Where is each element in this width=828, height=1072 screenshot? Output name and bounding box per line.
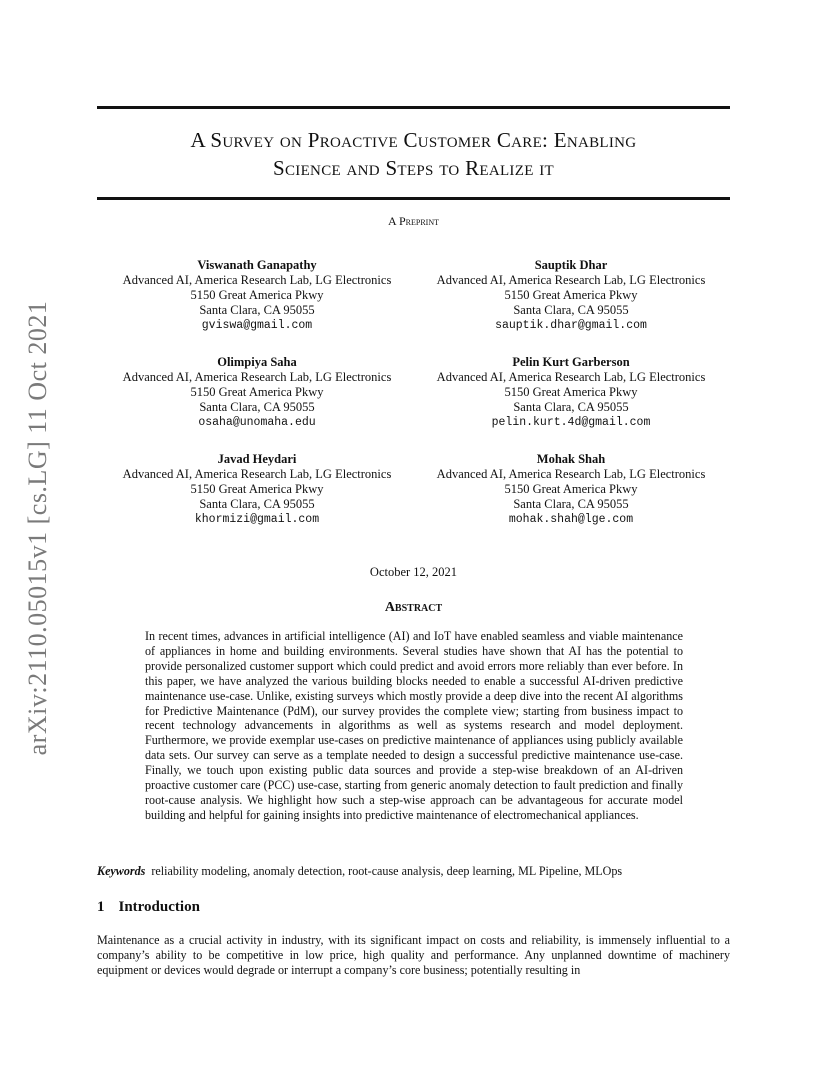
author-email: khormizi@gmail.com (194, 513, 320, 526)
section-heading (97, 899, 200, 916)
author-block (421, 452, 721, 527)
title-line-2: Science and Steps to Realize it (273, 156, 554, 180)
author-street: 5150 Great America Pkwy (504, 288, 638, 302)
author-city: Santa Clara, CA 95055 (199, 303, 315, 317)
author-street: 5150 Great America Pkwy (504, 385, 638, 399)
author-street: 5150 Great America Pkwy (504, 482, 638, 496)
author-city: Santa Clara, CA 95055 (513, 303, 629, 317)
section-number: 1 (97, 899, 105, 915)
title-top-rule (97, 106, 730, 109)
publication-date: October 12, 2021 (369, 565, 458, 579)
intro-paragraph: Maintenance as a crucial activity in industry, with its significant impact on costs and reliability, is immensely influential to a company’s ability to be competitive in low price, high quality and performance. Any unplanned downtime of machinery equipment or devices would degrade or interrupt a company’s core business; potentially resulting in (97, 933, 730, 977)
author-email: pelin.kurt.4d@gmail.com (491, 416, 651, 429)
keywords-text: reliability modeling, anomaly detection, root-cause analysis, deep learning, ML Pipeline, MLOps (151, 864, 623, 878)
author-name: Mohak Shah (536, 452, 606, 466)
author-street: 5150 Great America Pkwy (190, 482, 324, 496)
author-block (421, 258, 721, 333)
author-block (107, 452, 407, 527)
author-affiliation: Advanced AI, America Research Lab, LG Electronics (122, 273, 392, 287)
author-city: Santa Clara, CA 95055 (513, 400, 629, 414)
arxiv-stamp: arXiv:2110.05015v1 [cs.LG] 11 Oct 2021 (23, 300, 52, 756)
author-name: Viswanath Ganapathy (197, 258, 317, 272)
author-email: gviswa@gmail.com (201, 319, 313, 332)
author-email: osaha@unomaha.edu (198, 416, 316, 429)
author-block (107, 355, 407, 430)
author-affiliation: Advanced AI, America Research Lab, LG Electronics (436, 273, 706, 287)
author-city: Santa Clara, CA 95055 (199, 400, 315, 414)
author-name: Olimpiya Saha (217, 355, 297, 369)
author-block (107, 258, 407, 333)
author-email: sauptik.dhar@gmail.com (495, 319, 647, 332)
section-title: Introduction (118, 899, 200, 915)
preprint-label: A Preprint (387, 214, 439, 228)
paper-title (97, 126, 730, 182)
author-name: Sauptik Dhar (534, 258, 608, 272)
keywords (97, 864, 737, 879)
author-street: 5150 Great America Pkwy (190, 385, 324, 399)
author-affiliation: Advanced AI, America Research Lab, LG Electronics (436, 467, 706, 481)
author-city: Santa Clara, CA 95055 (513, 497, 629, 511)
author-affiliation: Advanced AI, America Research Lab, LG Electronics (122, 467, 392, 481)
author-city: Santa Clara, CA 95055 (199, 497, 315, 511)
abstract-heading: Abstract (384, 600, 443, 615)
author-block (421, 355, 721, 430)
author-name: Javad Heydari (217, 452, 297, 466)
author-affiliation: Advanced AI, America Research Lab, LG Electronics (436, 370, 706, 384)
author-affiliation: Advanced AI, America Research Lab, LG Electronics (122, 370, 392, 384)
author-email: mohak.shah@lge.com (508, 513, 634, 526)
title-line-1: A Survey on Proactive Customer Care: Enabling (190, 128, 637, 152)
keywords-label: Keywords (97, 864, 146, 878)
author-name: Pelin Kurt Garberson (512, 355, 630, 369)
title-bottom-rule (97, 197, 730, 200)
author-street: 5150 Great America Pkwy (190, 288, 324, 302)
abstract-text: In recent times, advances in artificial intelligence (AI) and IoT have enabled seamless and viable maintenance of appliances in home and building environments. Several studies have shown that AI has the potential to provide personalized customer support which could predict and avoid errors more reliably than ever before. In this paper, we have analyzed the various building blocks needed to enable a successful AI-driven predictive maintenance use-case. Unlike, existing surveys which mostly provide a deep dive into the recent AI algorithms for Predictive Maintenance (PdM), our survey provides the complete view; starting from business impact to recent technology advancements in algorithms as well as systems research and model deployment. Furthermore, we provide exemplar use-cases on predictive maintenance of appliances using publicly available data sets. Our survey can serve as a template needed to design a successful predictive maintenance use-case. Finally, we touch upon existing public data sources and provide a step-wise breakdown of an AI-driven proactive customer care (PCC) use-case, starting from generic anomaly detection to fault prediction and finally root-cause analysis. We highlight how such a step-wise approach can be advantageous for accurate model building and helpful for gaining insights into predictive maintenance of electromechanical appliances. (145, 629, 683, 822)
